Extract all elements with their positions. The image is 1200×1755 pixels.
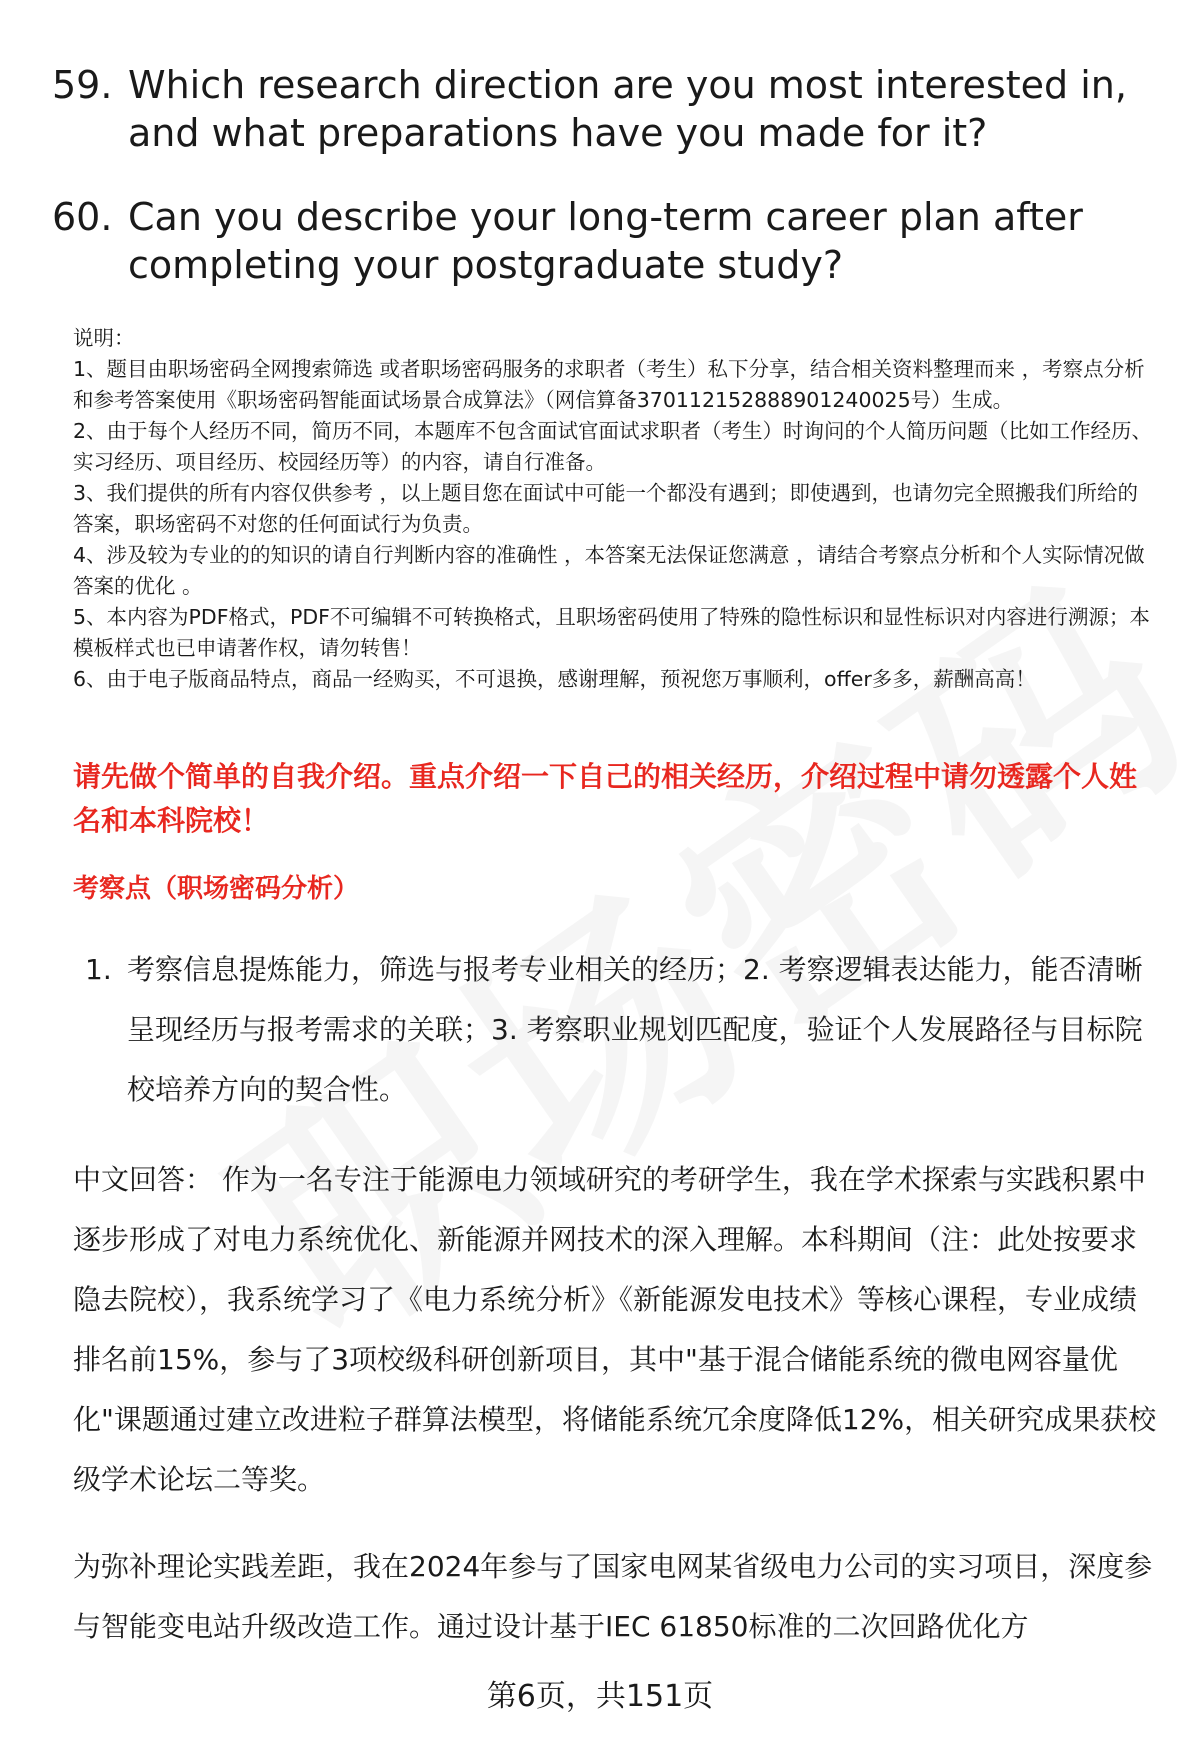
analysis-point (85, 940, 1155, 1120)
question-number: 60. (52, 195, 113, 239)
page-footer: 第6页，共151页 (486, 1679, 714, 1714)
question-number: 59. (52, 63, 113, 107)
question-text: Which research direction are you most interested in, and what preparations have you made for it? (128, 63, 1127, 155)
answer-paragraph-1: 中文回答： 作为一名专注于能源电力领域研究的考研学生，我在学术探索与实践积累中逐步形成了对电力系统优化、新能源并网技术的深入理解。本科期间（注：此处按要求隐去院校），我系统学习了《电力系统分析》《新能源发电技术》等核心课程，专业成绩排名前15%，参与了3项校级科研创新项目，其中"基于混合储能系统的微电网容量优化"课题通过建立改进粒子群算法模型，将储能系统冗余度降低12%，相关研究成果获校级学术论坛二等奖。 (73, 1163, 1157, 1496)
note-item: 5、本内容为PDF格式，PDF不可编辑不可转换格式，且职场密码使用了特殊的隐性标识和显性标识对内容进行溯源；本模板样式也已申请著作权，请勿转售！ (73, 605, 1150, 660)
question-text: Can you describe your long-term career plan after completing your postgraduate study? (128, 195, 1083, 287)
analysis-number: 1. (85, 953, 112, 986)
note-item: 6、由于电子版商品特点，商品一经购买，不可退换，感谢理解，预祝您万事顺利，offer多多，薪酬高高！ (73, 667, 1036, 691)
question-59 (52, 61, 1132, 157)
analysis-heading: 考察点（职场密码分析） (73, 874, 360, 904)
interview-question-heading: 请先做个简单的自我介绍。重点介绍一下自己的相关经历，介绍过程中请勿透露个人姓名和本科院校！ (73, 760, 1138, 837)
note-item: 2、由于每个人经历不同，简历不同，本题库不包含面试官面试求职者（考生）时询问的个人简历问题（比如工作经历、实习经历、项目经历、校园经历等）的内容，请自行准备。 (73, 419, 1153, 474)
analysis-text: 考察信息提炼能力，筛选与报考专业相关的经历；2. 考察逻辑表达能力，能否清晰呈现经历与报考需求的关联；3. 考察职业规划匹配度，验证个人发展路径与目标院校培养方向的契合性。 (127, 953, 1143, 1106)
notes-block (73, 323, 1158, 695)
note-item: 3、我们提供的所有内容仅供参考 ，以上题目您在面试中可能一个都没有遇到；即使遇到，也请勿完全照搬我们所给的答案，职场密码不对您的任何面试行为负责。 (73, 481, 1139, 536)
notes-title: 说明： (73, 326, 135, 350)
note-item: 1、题目由职场密码全网搜索筛选 或者职场密码服务的求职者（考生）私下分享，结合相关资料整理而来 ，考察点分析和参考答案使用《职场密码智能面试场景合成算法》（网信算备370112152888901240025号）生成。 (73, 357, 1145, 412)
note-item: 4、涉及较为专业的的知识的请自行判断内容的准确性 ，本答案无法保证您满意 ，请结合考察点分析和个人实际情况做答案的优化 。 (73, 543, 1145, 598)
answer-paragraph-2: 为弥补理论实践差距，我在2024年参与了国家电网某省级电力公司的实习项目，深度参与智能变电站升级改造工作。通过设计基于IEC 61850标准的二次回路优化方 (73, 1550, 1153, 1643)
question-60 (52, 193, 1132, 289)
